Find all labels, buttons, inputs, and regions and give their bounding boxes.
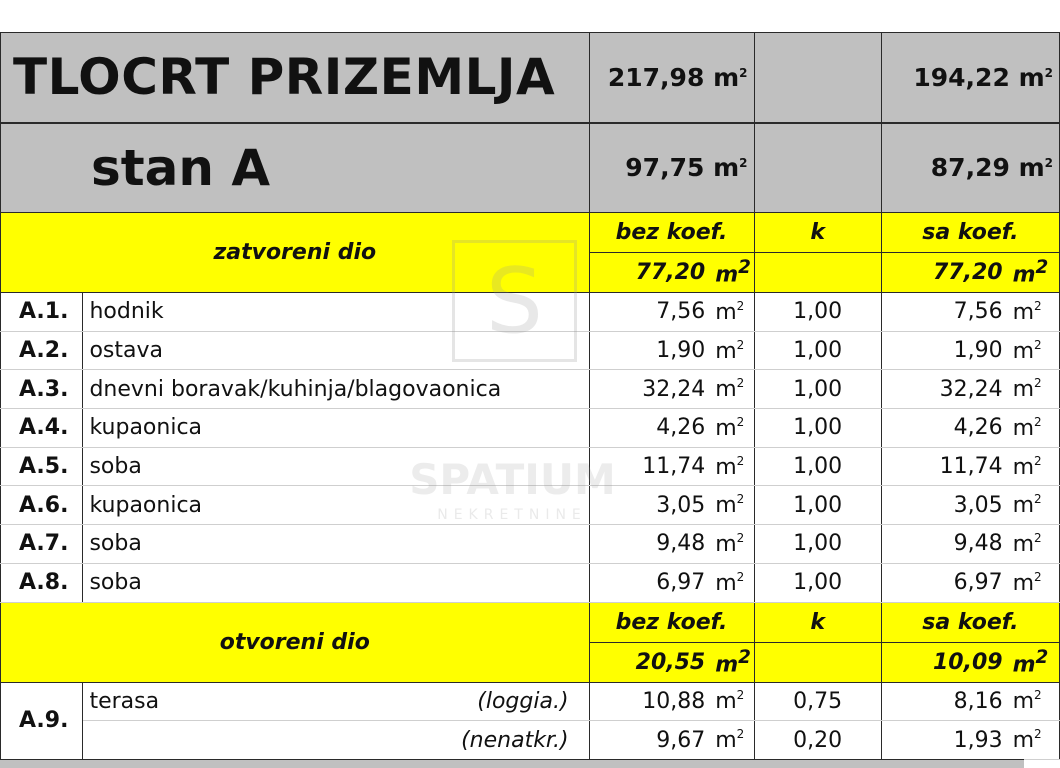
closed-col-k: k [754, 213, 881, 253]
subtitle-area-2: 87,29 $m^2$ [881, 123, 1059, 213]
room-area-sa: 1,90 [881, 331, 1008, 370]
room-area-sa: 1,93 [881, 721, 1008, 760]
room-area-sa-unit: $m^2$ [1009, 563, 1060, 602]
room-code: A.4. [1, 409, 83, 448]
floor-plan-title: TLOCRT PRIZEMLJA [1, 33, 590, 123]
area-table [0, 32, 1060, 760]
room-name: hodnik [83, 293, 589, 332]
room-name: ostava [83, 331, 589, 370]
table-row [1, 682, 1060, 721]
room-area-sa: 11,74 [881, 447, 1008, 486]
room-area-sa: 6,97 [881, 563, 1008, 602]
subtitle-area-1: 97,75 $m^2$ [589, 123, 754, 213]
room-coefficient: 1,00 [754, 331, 881, 370]
room-coefficient: 0,75 [754, 682, 881, 721]
room-code: A.7. [1, 525, 83, 564]
room-code: A.2. [1, 331, 83, 370]
room-area-bez-unit: $m^2$ [711, 525, 754, 564]
room-area-bez-unit: $m^2$ [711, 721, 754, 760]
room-area-sa-unit: $m^2$ [1009, 486, 1060, 525]
room-area-bez-unit: $m^2$ [711, 293, 754, 332]
room-area-bez: 7,56 [589, 293, 711, 332]
closed-total-sa-unit: $m^2$ [1009, 253, 1060, 293]
room-name: terasa [89, 688, 160, 714]
room-coefficient: 1,00 [754, 293, 881, 332]
room-code: A.1. [1, 293, 83, 332]
watermark-logo [452, 240, 577, 362]
area-table-sheet [0, 32, 1053, 768]
room-area-sa-unit: $m^2$ [1009, 721, 1060, 760]
open-total-bez-unit: $m^2$ [711, 642, 754, 682]
room-coefficient: 1,00 [754, 447, 881, 486]
closed-total-bez: 77,20 [589, 253, 711, 293]
table-row [1, 525, 1060, 564]
room-code: A.6. [1, 486, 83, 525]
room-coefficient: 0,20 [754, 721, 881, 760]
room-area-bez-unit: $m^2$ [711, 331, 754, 370]
room-area-bez-unit: $m^2$ [711, 563, 754, 602]
room-area-bez: 1,90 [589, 331, 711, 370]
room-area-sa-unit: $m^2$ [1009, 447, 1060, 486]
open-total-bez: 20,55 [589, 642, 711, 682]
closed-col-sa: sa koef. [881, 213, 1059, 253]
room-area-sa-unit: $m^2$ [1009, 331, 1060, 370]
closed-col-bez: bez koef. [589, 213, 754, 253]
room-name-with-note [83, 682, 589, 721]
room-coefficient: 1,00 [754, 486, 881, 525]
room-area-sa-unit: $m^2$ [1009, 525, 1060, 564]
table-row [1, 563, 1060, 602]
room-note: (loggia.) [477, 688, 569, 714]
room-name: soba [83, 447, 589, 486]
table-row [1, 721, 1060, 760]
room-area-sa: 3,05 [881, 486, 1008, 525]
subtitle-row [1, 123, 1060, 213]
room-coefficient: 1,00 [754, 525, 881, 564]
room-area-bez: 10,88 [589, 682, 711, 721]
room-coefficient: 1,00 [754, 409, 881, 448]
room-name: kupaonica [83, 409, 589, 448]
table-row [1, 409, 1060, 448]
room-area-sa-unit: $m^2$ [1009, 682, 1060, 721]
room-name: dnevni boravak/kuhinja/blagovaonica [83, 370, 589, 409]
open-col-k: k [754, 602, 881, 642]
room-area-sa: 32,24 [881, 370, 1008, 409]
room-area-bez: 9,67 [589, 721, 711, 760]
room-area-sa: 7,56 [881, 293, 1008, 332]
room-area-sa: 9,48 [881, 525, 1008, 564]
open-total-sa: 10,09 [881, 642, 1008, 682]
subtitle-empty-cell [754, 123, 881, 213]
room-area-bez: 9,48 [589, 525, 711, 564]
room-area-bez: 32,24 [589, 370, 711, 409]
title-area-1: 217,98 $m^2$ [589, 33, 754, 123]
title-empty-cell [754, 33, 881, 123]
room-code: A.5. [1, 447, 83, 486]
open-col-bez: bez koef. [589, 602, 754, 642]
table-row [1, 370, 1060, 409]
room-code: A.3. [1, 370, 83, 409]
closed-section-title: zatvoreni dio [1, 213, 590, 293]
room-coefficient: 1,00 [754, 563, 881, 602]
room-area-bez: 4,26 [589, 409, 711, 448]
room-area-sa-unit: $m^2$ [1009, 293, 1060, 332]
watermark-brand: SPATIUM [409, 455, 616, 504]
closed-total-bez-unit: $m^2$ [711, 253, 754, 293]
closed-total-sa: 77,20 [881, 253, 1008, 293]
room-area-bez: 6,97 [589, 563, 711, 602]
apartment-title: stan A [1, 123, 590, 213]
room-note: (nenatkr.) [461, 727, 569, 753]
open-total-sa-unit: $m^2$ [1009, 642, 1060, 682]
room-name: soba [83, 525, 589, 564]
closed-total-k-empty [754, 253, 881, 293]
room-coefficient: 1,00 [754, 370, 881, 409]
room-area-sa-unit: $m^2$ [1009, 409, 1060, 448]
open-section-title: otvoreni dio [1, 602, 590, 682]
room-area-bez: 11,74 [589, 447, 711, 486]
open-total-k-empty [754, 642, 881, 682]
open-section-header [1, 602, 1060, 642]
room-area-bez-unit: $m^2$ [711, 409, 754, 448]
room-name: soba [83, 563, 589, 602]
table-footer-band [0, 759, 1024, 768]
open-col-sa: sa koef. [881, 602, 1059, 642]
room-area-bez-unit: $m^2$ [711, 486, 754, 525]
room-code: A.9. [1, 682, 83, 759]
room-area-bez-unit: $m^2$ [711, 370, 754, 409]
room-area-sa: 4,26 [881, 409, 1008, 448]
room-area-bez-unit: $m^2$ [711, 447, 754, 486]
watermark-logo-letter: S [485, 249, 544, 354]
watermark-tagline: NEKRETNINE [437, 507, 587, 523]
room-area-bez-unit: $m^2$ [711, 682, 754, 721]
room-area-sa: 8,16 [881, 682, 1008, 721]
room-note-cell [83, 721, 589, 760]
title-row [1, 33, 1060, 123]
title-area-2: 194,22 $m^2$ [881, 33, 1059, 123]
room-code: A.8. [1, 563, 83, 602]
room-name: kupaonica [83, 486, 589, 525]
room-area-bez: 3,05 [589, 486, 711, 525]
room-area-sa-unit: $m^2$ [1009, 370, 1060, 409]
